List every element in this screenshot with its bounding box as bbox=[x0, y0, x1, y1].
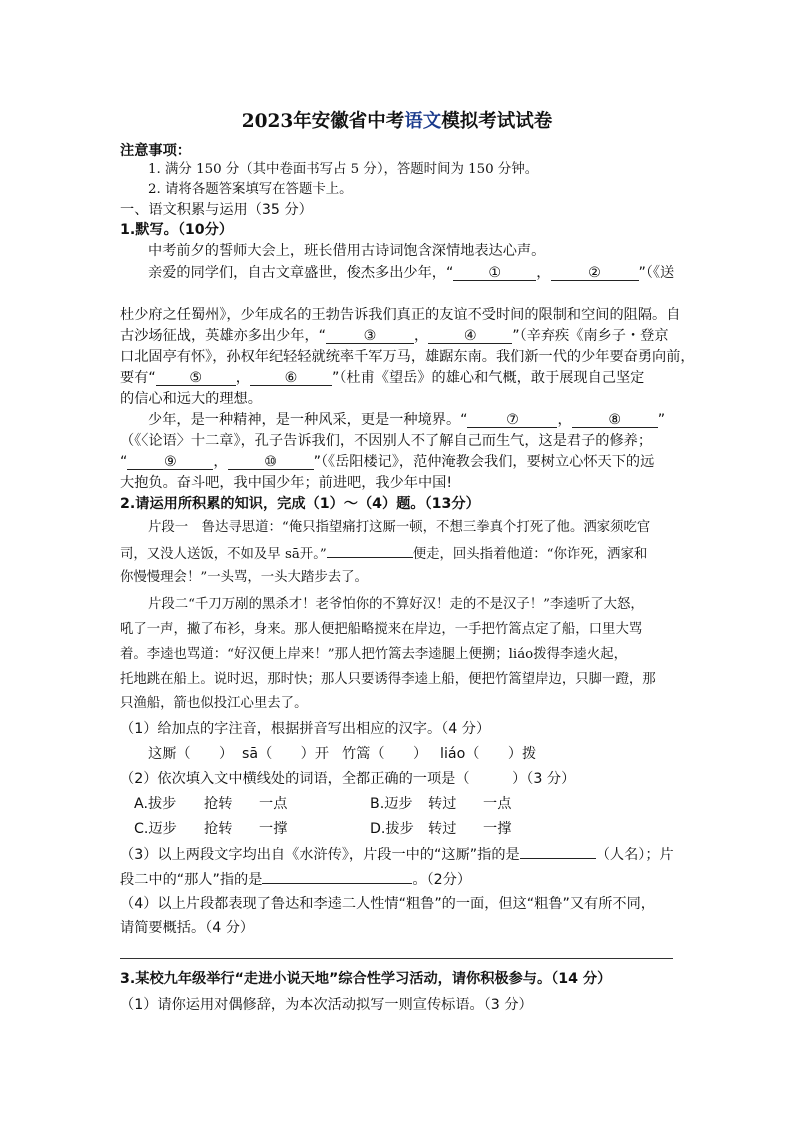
section-heading-1: 一、语文积累与运用（35 分） bbox=[120, 202, 313, 218]
q1-line-5: 口北固亭有怀》，孙权年纪轻轻就统率千军万马，雄踞东南。我们新一代的少年要奋勇向前， bbox=[120, 349, 695, 365]
sub-question-3-line-2: 段二中的“那人”指的是 。（2分） bbox=[120, 869, 471, 890]
question-1-heading: 1.默写。（10分） bbox=[120, 222, 234, 238]
blank-1[interactable]: ① bbox=[453, 263, 536, 281]
blank-8[interactable]: ⑧ bbox=[572, 410, 658, 428]
sub-question-4-line-1: （4）以上片段都表现了鲁达和李逵二人性情“粗鲁”的一面，但这“粗鲁”又有所不同， bbox=[120, 896, 655, 912]
sub-question-1-item-3: 竹篙（ ） bbox=[342, 746, 428, 762]
option-a[interactable]: A.拔步 bbox=[134, 796, 177, 812]
passage-1-line-2: 司，又没人送饭，不如及早 sā开。” 便走，回头指着他道：“你诈死，洒家和 bbox=[120, 543, 647, 565]
sub-question-1-item-1: 这厮（ ） bbox=[148, 746, 234, 762]
notes-item-1: 1. 满分 150 分（其中卷面书写占 5 分），答题时间为 150 分钟。 bbox=[148, 162, 539, 177]
answer-line[interactable] bbox=[120, 958, 673, 959]
q1-line-8: 少年，是一种精神，是一种风采，更是一种境界。“ ⑦ ， ⑧ ” bbox=[148, 412, 666, 428]
page-title bbox=[0, 107, 794, 133]
passage-2-line-1: 片段二“千刀万剐的黑杀才！老爷怕你的不算好汉！走的不是汉子！”李逵听了大怒， bbox=[148, 597, 644, 612]
option-a-word-3: 一点 bbox=[259, 796, 288, 812]
option-d-word-2: 转过 bbox=[428, 821, 457, 837]
q1-line-4: 古沙场征战，英雄亦多出少年，“ ③ ， ④ ”（辛弃疾《南乡子・登京 bbox=[120, 328, 669, 344]
blank-4[interactable]: ④ bbox=[428, 326, 512, 344]
option-c-word-2: 抢转 bbox=[204, 821, 233, 837]
sub-question-1: （1）给加点的字注音，根据拼音写出相应的汉字。（4 分） bbox=[120, 721, 491, 737]
question-2-heading: 2.请运用所积累的知识，完成（1）～（4）题。（13分） bbox=[120, 496, 480, 512]
passage-1-line-3: 你慢慢理会！”一头骂，一头大踏步去了。 bbox=[120, 570, 368, 585]
option-b[interactable]: B.迈步 bbox=[370, 796, 413, 812]
q1-line-3: 杜少府之任蜀州》，少年成名的王勃告诉我们真正的友谊不受时间的限制和空间的阻隔。自 bbox=[120, 307, 681, 323]
blank-10[interactable]: ⑩ bbox=[228, 452, 314, 470]
q1-line-11: 大抱负。奋斗吧，我中国少年；前进吧，我少年中国! bbox=[120, 475, 453, 491]
q1-line-9: （《〈论语〉十二章》，孔子告诉我们，不因别人不了解自己而生气，这是君子的修养； bbox=[120, 433, 653, 449]
passage-2-line-3: 着。李逵也骂道：“好汉便上岸来！”那人把竹篙去李逵腿上便搠；liáo拨得李逵火起， bbox=[120, 647, 627, 662]
title-highlight: 语文 bbox=[404, 111, 442, 132]
q3-sub-question-1: （1）请你运用对偶修辞，为本次活动拟写一则宣传标语。（3 分） bbox=[120, 997, 533, 1013]
blank-2[interactable]: ② bbox=[551, 263, 639, 281]
question-3-heading: 3.某校九年级举行“走进小说天地”综合性学习活动，请你积极参与。（14 分） bbox=[120, 971, 612, 987]
q1-line-2: 亲爱的同学们，自古文章盛世，俊杰多出少年，“ ① ， ② ”（《送 bbox=[148, 265, 675, 281]
passage-2-line-4: 托地跳在船上。说时迟，那时快；那人只要诱得李逵上船，便把竹篙望岸边，只脚一蹬，那 bbox=[120, 672, 656, 687]
notes-heading: 注意事项： bbox=[120, 143, 191, 159]
title-text-end: 模拟考试试卷 bbox=[441, 111, 553, 132]
passage-blank-1[interactable] bbox=[327, 543, 413, 558]
blank-3[interactable]: ③ bbox=[326, 326, 414, 344]
q1-line-6: 要有“ ⑤ ， ⑥ ”（杜甫《望岳》的雄心和气概，敢于展现自己坚定 bbox=[120, 370, 645, 386]
sub-question-1-item-4: liáo（ ）拨 bbox=[440, 746, 537, 762]
blank-5[interactable]: ⑤ bbox=[156, 368, 236, 386]
sub-question-3-line-1: （3）以上两段文字均出自《水浒传》，片段一中的“这厮”指的是 （人名）；片 bbox=[120, 844, 674, 865]
sub-question-2: （2）依次填入文中横线处的词语，全都正确的一项是（ ）（3 分） bbox=[120, 771, 576, 787]
passage-2-line-2: 吼了一声，撇了布衫，身来。那人便把船略搅来在岸边，一手把竹篙点定了船，口里大骂 bbox=[120, 622, 643, 637]
option-d-word-3: 一撑 bbox=[483, 821, 512, 837]
q1-line-10: “ ⑨ ， ⑩ ”（《岳阳楼记》，范仲淹教会我们，要树立心怀天下的远 bbox=[120, 454, 655, 470]
blank-6[interactable]: ⑥ bbox=[250, 368, 332, 386]
option-c-word-3: 一撑 bbox=[259, 821, 288, 837]
option-b-word-2: 转过 bbox=[428, 796, 457, 812]
option-d[interactable]: D.拔步 bbox=[370, 821, 414, 837]
sub-question-4-line-2: 请简要概括。（4 分） bbox=[120, 920, 255, 936]
option-c[interactable]: C.迈步 bbox=[134, 821, 177, 837]
q1-line-1: 中考前夕的誓师大会上，班长借用古诗词饱含深情地表达心声。 bbox=[148, 243, 546, 259]
blank-9[interactable]: ⑨ bbox=[127, 452, 213, 470]
blank-7[interactable]: ⑦ bbox=[467, 410, 557, 428]
passage-1-line-1: 片段一 鲁达寻思道：“俺只指望痛打这厮一顿，不想三拳真个打死了他。洒家须吃官 bbox=[148, 520, 651, 535]
title-text: 2023年安徽省中考 bbox=[241, 111, 405, 132]
answer-blank-name[interactable] bbox=[520, 844, 596, 859]
passage-2-line-5: 只渔船，箭也似投江心里去了。 bbox=[120, 696, 308, 711]
sub-question-1-item-2: sā（ ）开 bbox=[242, 746, 330, 762]
option-b-word-3: 一点 bbox=[483, 796, 512, 812]
notes-item-2: 2. 请将各题答案填写在答题卡上。 bbox=[148, 182, 353, 197]
answer-blank-person[interactable] bbox=[262, 869, 412, 884]
option-a-word-2: 抢转 bbox=[204, 796, 233, 812]
q1-line-7: 的信心和远大的理想。 bbox=[120, 391, 262, 407]
